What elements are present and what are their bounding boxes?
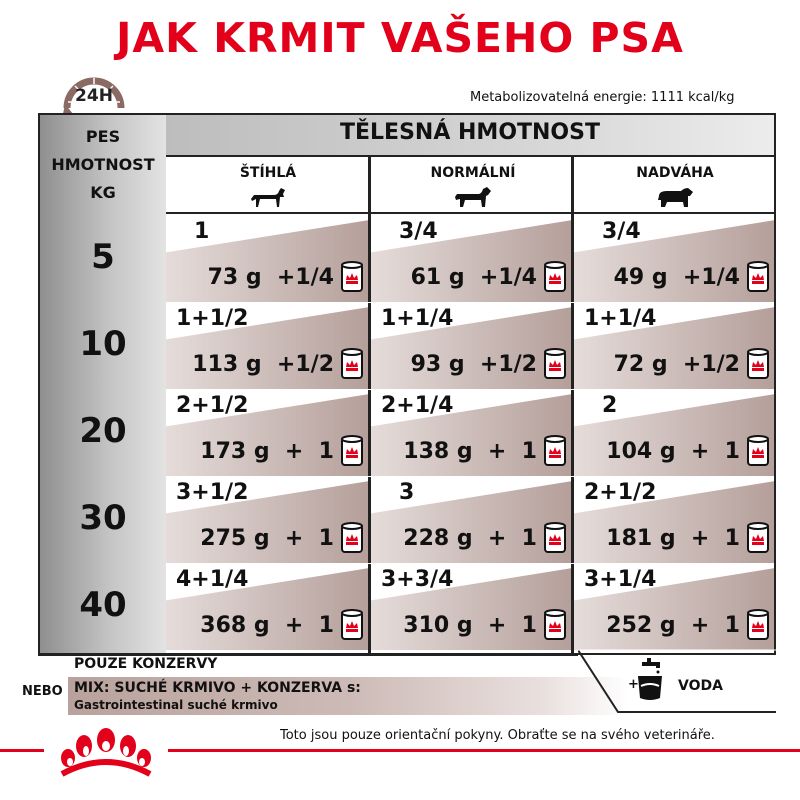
dry-food-grams: 61 g +1/4 bbox=[410, 265, 537, 290]
feeding-cell bbox=[574, 302, 774, 389]
dry-food-grams: 113 g +1/2 bbox=[192, 352, 334, 377]
dry-food-grams: 228 g + 1 bbox=[403, 526, 537, 551]
can-icon bbox=[543, 609, 567, 641]
can-icon bbox=[340, 609, 364, 641]
can-icon bbox=[340, 348, 364, 380]
can-icon bbox=[746, 522, 770, 554]
dry-food-grams: 104 g + 1 bbox=[606, 439, 740, 464]
cans-only-amount: 3/4 bbox=[602, 219, 641, 244]
dog-weight-kg: 5 bbox=[91, 237, 115, 277]
dry-food-grams: 252 g + 1 bbox=[606, 613, 740, 638]
dry-food-grams: 73 g +1/4 bbox=[207, 265, 334, 290]
column-label-overweight: NADVÁHA bbox=[636, 165, 714, 181]
weight-column-header bbox=[40, 123, 166, 207]
feeding-cell bbox=[371, 302, 571, 389]
cans-only-amount: 3/4 bbox=[399, 219, 438, 244]
feeding-cell bbox=[166, 563, 368, 650]
brand-line-right bbox=[168, 749, 800, 752]
feeding-cell bbox=[166, 215, 368, 302]
header-divider bbox=[166, 212, 774, 214]
slim-dog-icon bbox=[248, 185, 288, 211]
dry-food-label: Gastrointestinal suché krmivo bbox=[74, 698, 278, 712]
column-header-overweight bbox=[576, 157, 774, 213]
dog-weight-kg: 40 bbox=[79, 585, 127, 625]
disclaimer-text: Toto jsou pouze orientační pokyny. Obraťte se na svého veterináře. bbox=[280, 728, 715, 743]
water-label: VODA bbox=[678, 678, 723, 694]
cans-only-amount: 1+1/4 bbox=[584, 306, 657, 331]
column-label-slim: ŠTÍHLÁ bbox=[239, 165, 297, 181]
cans-only-amount: 3+1/4 bbox=[584, 567, 657, 592]
dry-food-grams: 181 g + 1 bbox=[606, 526, 740, 551]
column-header-normal bbox=[373, 157, 573, 213]
dry-food-grams: 275 g + 1 bbox=[200, 526, 334, 551]
can-icon bbox=[746, 261, 770, 293]
dry-food-grams: 368 g + 1 bbox=[200, 613, 334, 638]
mix-label: MIX: SUCHÉ KRMIVO + KONZERVA s: bbox=[74, 680, 361, 696]
can-icon bbox=[340, 261, 364, 293]
header-kg: KG bbox=[90, 183, 116, 202]
only-cans-label: POUZE KONZERVY bbox=[74, 656, 218, 672]
feeding-cell bbox=[574, 389, 774, 476]
column-label-normal: NORMÁLNÍ bbox=[430, 165, 516, 181]
cans-only-amount: 1 bbox=[194, 219, 210, 244]
feeding-cell bbox=[371, 215, 571, 302]
overweight-dog-icon bbox=[655, 185, 695, 211]
body-weight-title: TĚLESNÁ HMOTNOST bbox=[339, 120, 600, 145]
row-divider bbox=[166, 389, 774, 390]
column-header-slim bbox=[166, 157, 370, 213]
can-icon bbox=[543, 261, 567, 293]
feeding-cell bbox=[574, 215, 774, 302]
feeding-cell bbox=[166, 476, 368, 563]
dry-food-grams: 93 g +1/2 bbox=[410, 352, 537, 377]
can-icon bbox=[340, 522, 364, 554]
dog-weight-kg: 20 bbox=[79, 411, 127, 451]
cans-only-amount: 3+3/4 bbox=[381, 567, 454, 592]
header-hmotnost: HMOTNOST bbox=[51, 155, 155, 174]
cans-only-amount: 1+1/4 bbox=[381, 306, 454, 331]
page-title: JAK KRMIT VAŠEHO PSA bbox=[116, 14, 684, 62]
feeding-cell bbox=[371, 389, 571, 476]
row-divider bbox=[166, 302, 774, 303]
feeding-cell bbox=[371, 476, 571, 563]
dog-weight-kg: 30 bbox=[79, 498, 127, 538]
cans-only-amount: 4+1/4 bbox=[176, 567, 249, 592]
normal-dog-icon bbox=[453, 185, 493, 211]
can-icon bbox=[543, 435, 567, 467]
weight-column bbox=[40, 115, 166, 653]
water-tap-icon bbox=[638, 658, 662, 700]
dry-food-grams: 173 g + 1 bbox=[200, 439, 334, 464]
energy-text: Metabolizovatelná energie: 1111 kcal/kg bbox=[470, 90, 735, 105]
cans-only-amount: 2 bbox=[602, 393, 618, 418]
cans-only-amount: 3 bbox=[399, 480, 415, 505]
can-icon bbox=[746, 609, 770, 641]
feeding-cell bbox=[574, 563, 774, 650]
cans-only-amount: 2+1/4 bbox=[381, 393, 454, 418]
can-icon bbox=[543, 348, 567, 380]
royal-canin-crown-logo bbox=[48, 724, 164, 780]
cans-only-amount: 1+1/2 bbox=[176, 306, 249, 331]
can-icon bbox=[746, 435, 770, 467]
dry-food-grams: 310 g + 1 bbox=[403, 613, 537, 638]
feeding-table bbox=[38, 113, 776, 655]
clock-label: 24H bbox=[75, 86, 113, 106]
dry-food-grams: 49 g +1/4 bbox=[613, 265, 740, 290]
row-divider bbox=[166, 476, 774, 477]
feeding-cell bbox=[166, 389, 368, 476]
can-icon bbox=[543, 522, 567, 554]
cans-only-amount: 2+1/2 bbox=[584, 480, 657, 505]
brand-line-left bbox=[0, 749, 44, 752]
dog-weight-kg: 10 bbox=[79, 324, 127, 364]
row-divider bbox=[166, 563, 774, 564]
dry-food-grams: 138 g + 1 bbox=[403, 439, 537, 464]
can-icon bbox=[746, 348, 770, 380]
can-icon bbox=[340, 435, 364, 467]
dry-food-grams: 72 g +1/2 bbox=[613, 352, 740, 377]
cans-only-amount: 3+1/2 bbox=[176, 480, 249, 505]
water-plus: + bbox=[628, 677, 639, 692]
feeding-cell bbox=[166, 302, 368, 389]
or-label: NEBO bbox=[22, 684, 63, 699]
cans-only-amount: 2+1/2 bbox=[176, 393, 249, 418]
header-pes: PES bbox=[85, 127, 121, 146]
body-weight-header bbox=[166, 115, 774, 157]
feeding-cell bbox=[371, 563, 571, 650]
feeding-cell bbox=[574, 476, 774, 563]
